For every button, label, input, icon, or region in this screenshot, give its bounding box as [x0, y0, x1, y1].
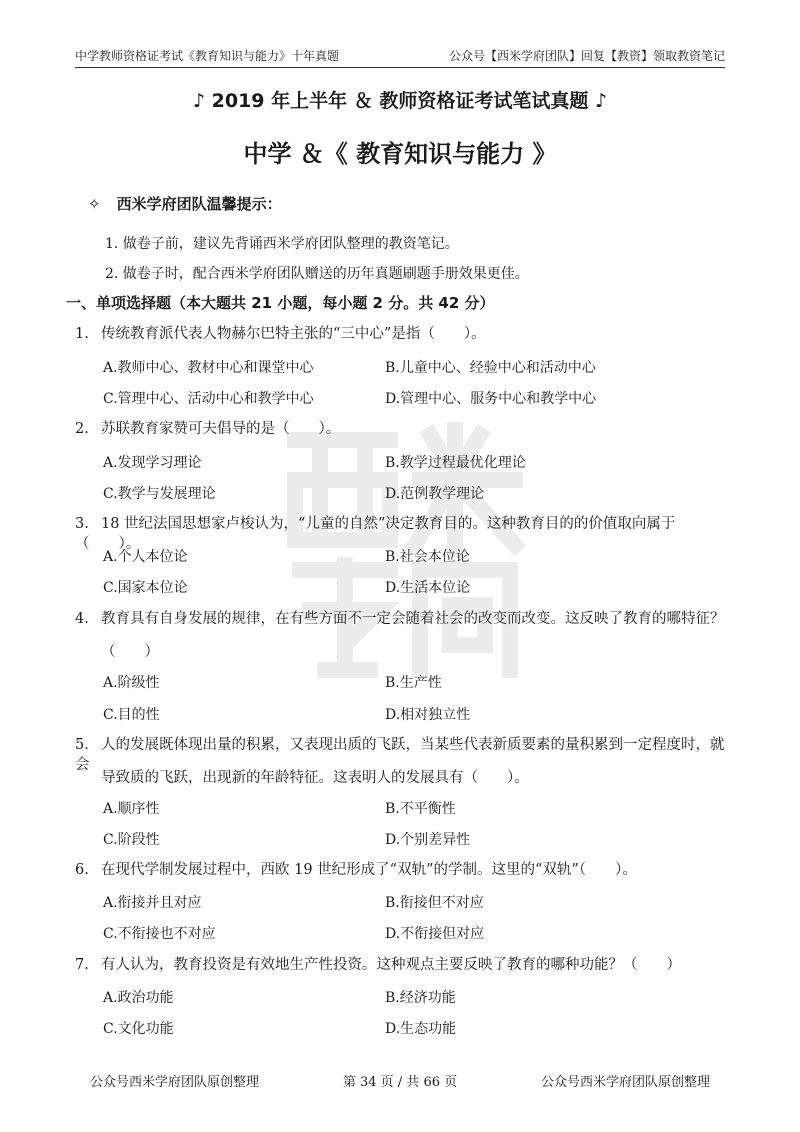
page-header [75, 40, 725, 68]
question-4 [75, 609, 725, 629]
page-number: 第 34 页 / 共 66 页 [342, 1075, 458, 1090]
question-1 [75, 324, 725, 344]
option-a: A.个人本位论 [103, 549, 188, 565]
option-c: C.教学与发展理论 [103, 486, 216, 502]
option-b: B.教学过程最优化理论 [385, 455, 526, 471]
question-2 [75, 419, 725, 439]
option-a: A.教师中心、教材中心和课堂中心 [103, 360, 314, 376]
question-6 [75, 860, 725, 880]
question-7 [75, 955, 725, 975]
option-c: C.不衔接也不对应 [103, 926, 216, 942]
question-number: 5. [75, 737, 89, 753]
option-d: D.个别差异性 [385, 832, 471, 848]
question-number: 2. [75, 421, 89, 437]
question-text-continued: 导致质的飞跃，出现新的年龄特征。这表明人的发展具有（ ）。 [101, 770, 529, 786]
tips-heading-text: 西米学府团队温馨提示： [116, 195, 282, 213]
footer-left-text: 公众号西米学府团队原创整理 [90, 1075, 260, 1090]
option-c: C.管理中心、活动中心和教学中心 [103, 391, 314, 407]
tips-heading [88, 193, 282, 214]
question-number: 1. [75, 326, 89, 342]
option-d: D.生态功能 [385, 1021, 457, 1037]
question-text: 18 世纪法国思想家卢梭认为，“儿童的自然”决定教育目的。这种教育目的的价值取向属于（ ）。 [75, 516, 676, 552]
exam-subtitle: 中学 ＆《 教育知识与能力 》 [243, 140, 557, 168]
option-b: B.经济功能 [385, 990, 456, 1006]
header-left-text: 中学教师资格证考试《教育知识与能力》十年真题 [75, 49, 340, 63]
question-number: 6. [75, 862, 89, 878]
header-right-text: 公众号【西米学府团队】回复【教资】领取教资笔记 [448, 49, 725, 63]
option-a: A.发现学习理论 [103, 455, 202, 471]
option-b: B.生产性 [385, 675, 442, 691]
question-text: 苏联教育家赞可夫倡导的是（ ）。 [101, 421, 341, 437]
tip-line: 1. 做卷子前，建议先背诵西米学府团队整理的教资笔记。 [105, 236, 459, 252]
diamond-icon: ✧ [88, 195, 101, 213]
question-number: 3. [75, 516, 89, 532]
option-a: A.顺序性 [103, 801, 160, 817]
option-c: C.国家本位论 [103, 580, 188, 596]
footer-right-text: 公众号西米学府团队原创整理 [540, 1075, 710, 1090]
option-a: A.阶级性 [103, 675, 160, 691]
question-text: 在现代学制发展过程中，西欧 19 世纪形成了“双轨”的学制。这里的“双轨”（ ）。 [101, 862, 637, 878]
option-b: B.儿童中心、经验中心和活动中心 [385, 360, 596, 376]
exam-title: ♪ 2019 年上半年 ＆ 教师资格证考试笔试真题 ♪ [192, 90, 608, 112]
option-d: D.相对独立性 [385, 707, 471, 723]
section-title: 一、单项选择题（本大题共 21 小题，每小题 2 分。共 42 分） [66, 294, 495, 312]
option-a: A.政治功能 [103, 990, 174, 1006]
question-number: 4. [75, 611, 89, 627]
option-c: C.目的性 [103, 707, 160, 723]
option-d: D.不衔接但对应 [385, 926, 485, 942]
option-b: B.不平衡性 [385, 801, 456, 817]
option-a: A.衔接并且对应 [103, 895, 202, 911]
option-c: C.阶段性 [103, 832, 160, 848]
page-footer [90, 1071, 710, 1090]
option-d: D.范例教学理论 [385, 486, 485, 502]
option-c: C.文化功能 [103, 1021, 174, 1037]
option-b: B.社会本位论 [385, 549, 470, 565]
question-number: 7. [75, 957, 89, 973]
question-text-continued: （ ） [101, 644, 159, 660]
tip-line: 2. 做卷子时，配合西米学府团队赠送的历年真题刷题手册效果更佳。 [105, 266, 529, 282]
question-text: 人的发展既体现出量的积累，又表现出质的飞跃，当某些代表新质要素的量积累到一定程度时，就会 [75, 737, 725, 773]
option-d: D.管理中心、服务中心和教学中心 [385, 391, 597, 407]
question-text: 传统教育派代表人物赫尔巴特主张的“三中心”是指（ ）。 [101, 326, 486, 342]
option-b: B.衔接但不对应 [385, 895, 484, 911]
question-text: 教育具有自身发展的规律，在有些方面不一定会随着社会的改变而改变。这反映了教育的哪特征？ [101, 611, 725, 627]
question-text: 有人认为，教育投资是有效地生产性投资。这种观点主要反映了教育的哪种功能？（ ） [101, 957, 681, 973]
option-d: D.生活本位论 [385, 580, 471, 596]
